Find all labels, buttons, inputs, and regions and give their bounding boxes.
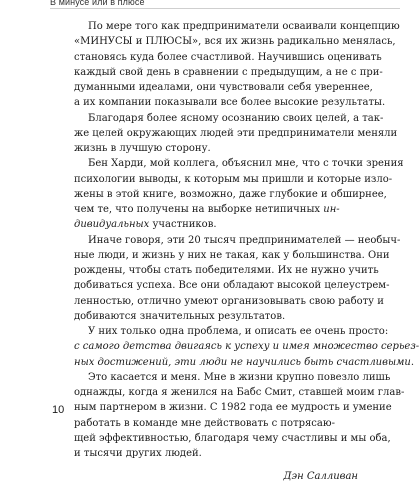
line-text: ным партнером в жизни. С 1982 года ее мудрость и умение <box>74 402 392 414</box>
text-line <box>74 172 393 187</box>
text-line <box>74 217 374 232</box>
line-text: чем те, что получены на выборке нетипичных <box>74 204 324 215</box>
line-text: добиваются значительных результатов. <box>74 310 286 322</box>
line-text: По мере того как предприниматели осваивали концепцию <box>88 21 400 32</box>
text-line <box>74 187 387 202</box>
line-text: однажды, когда я женился на Бабс Смит, ставшей моим глав- <box>74 387 405 398</box>
line-text: каждый свой день в сравнении с предыдущим, а не с при- <box>74 66 383 78</box>
line-text: добиваться успеха. Все они обладают высокой целеустрем- <box>74 280 390 292</box>
line-text: . <box>410 356 415 368</box>
italic-text: дивидуальных <box>74 219 150 231</box>
line-text: ленностью, отлично умеют организовывать свою работу и <box>74 295 384 307</box>
line-text: а их компании показывали все более высокие результаты. <box>74 97 386 109</box>
text-line <box>74 278 390 293</box>
text-line <box>74 80 374 95</box>
text-line <box>74 65 383 80</box>
line-text: и тысячи других людей. <box>74 448 202 459</box>
body-text <box>74 19 420 485</box>
header-rule <box>50 8 400 9</box>
line-text: работать в команде мне действовать с потрясаю- <box>74 417 335 429</box>
page-number: 10 <box>52 404 65 416</box>
text-line <box>74 50 382 65</box>
italic-text: с самого детства двигаясь к успеху и имея множество серьез- <box>74 341 420 353</box>
text-line <box>74 19 400 34</box>
text-line <box>74 34 396 49</box>
text-line <box>74 324 389 339</box>
running-head: В минусе или в плюсе <box>50 0 145 7</box>
line-text: становясь куда более счастливой. Научившись оценивать <box>74 51 382 63</box>
line-text: Это касается и меня. Мне в жизни крупно повезло лишь <box>88 371 391 383</box>
text-line <box>74 309 374 324</box>
line-text: ные люди, и жизнь у них не такая, как у большинства. Они <box>74 249 390 261</box>
signature-text: Дэн Салливан <box>283 471 358 483</box>
author-signature <box>74 469 374 484</box>
text-line <box>74 202 374 217</box>
line-text: же целей окружающих людей эти предприниматели меняли <box>74 127 398 139</box>
text-line <box>74 111 384 126</box>
text-line <box>74 156 404 171</box>
text-line <box>74 416 374 431</box>
text-line <box>74 431 391 446</box>
italic-text: ин- <box>323 204 340 215</box>
text-line <box>74 126 398 141</box>
line-text: психологии выводы, к которым мы пришли и которые изло- <box>74 173 393 185</box>
text-line <box>74 263 379 278</box>
line-text: рождены, чтобы стать победителями. Их не нужно учить <box>74 265 379 276</box>
line-text: щей эффективностью, благодаря чему счастливы и мы оба, <box>74 432 391 444</box>
line-text: жизнь в лучшую сторону. <box>74 143 211 154</box>
line-text: жены в этой книге, возможно, даже глубокие и обширнее, <box>74 188 387 200</box>
line-text: У них только одна проблема, и описать ее очень просто: <box>88 326 389 337</box>
line-text: «МИНУСЫ и ПЛЮСЫ», вся их жизнь радикально менялась, <box>74 36 396 48</box>
text-line <box>74 95 386 110</box>
text-line <box>74 385 405 400</box>
line-text: Благодаря более ясному осознанию своих целей, а так- <box>88 112 384 124</box>
text-line <box>74 294 384 309</box>
text-line <box>74 446 374 461</box>
text-line <box>74 141 374 156</box>
line-text: Иначе говоря, эти 20 тысяч предпринимателей — необыч- <box>88 234 401 246</box>
line-text: думанными идеалами, они чувствовали себя увереннее, <box>74 82 373 93</box>
text-line <box>74 355 415 370</box>
text-line <box>74 339 420 354</box>
text-line <box>74 233 401 248</box>
text-line <box>74 370 391 385</box>
italic-text: ных достижений, эти люди не научились быть счастливыми <box>74 356 411 368</box>
line-text: участников. <box>149 219 217 231</box>
text-line <box>74 248 390 263</box>
text-line <box>74 400 392 415</box>
line-text: Бен Харди, мой коллега, объяснил мне, что с точки зрения <box>88 158 404 170</box>
